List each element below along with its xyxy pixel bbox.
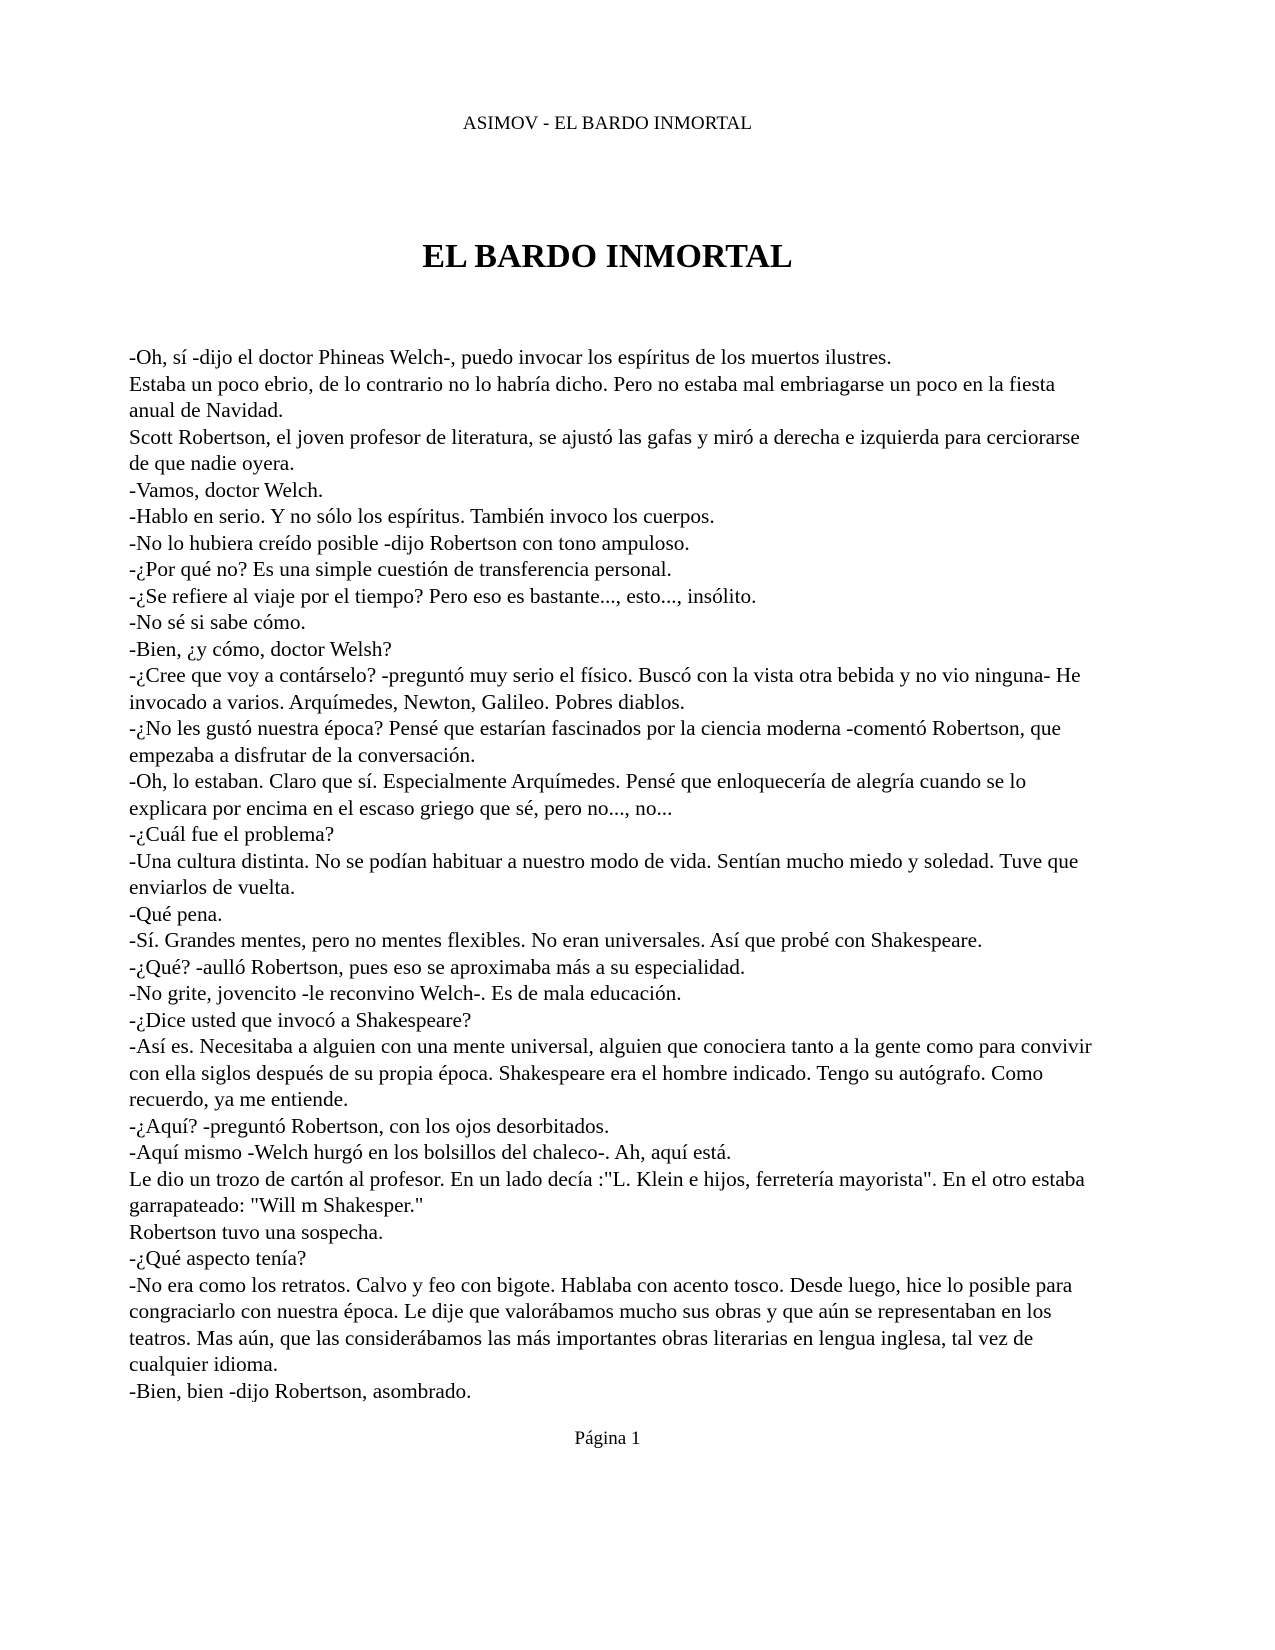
paragraph: -Una cultura distinta. No se podían habituar a nuestro modo de vida. Sentían mucho miedo y soledad. Tuve que enviarlos de vuelta. — [129, 848, 1079, 899]
paragraph: Scott Robertson, el joven profesor de literatura, se ajustó las gafas y miró a derecha e izquierda para cerciorarse de que nadie oyera. — [129, 424, 1080, 475]
paragraph: -Sí. Grandes mentes, pero no mentes flexibles. No eran universales. Así que probé con Shakespeare. — [129, 928, 983, 952]
paragraph: -¿Cuál fue el problema? — [129, 822, 335, 846]
document-title: EL BARDO INMORTAL — [422, 238, 793, 275]
paragraph: Robertson tuvo una sospecha. — [129, 1219, 384, 1244]
body-text — [129, 344, 1099, 1402]
paragraph: -Vamos, doctor Welch. — [129, 477, 324, 502]
paragraph: -¿Aquí? -preguntó Robertson, con los ojos desorbitados. — [129, 1113, 610, 1138]
paragraph: -¿Dice usted que invocó a Shakespeare? — [129, 1007, 472, 1032]
paragraph: Le dio un trozo de cartón al profesor. En un lado decía :"L. Klein e hijos, ferretería mayorista". En el otro estaba garrapateado: "Will m Shakesper." — [129, 1166, 1085, 1217]
paragraph: -Hablo en serio. Y no sólo los espíritus. También invoco los cuerpos. — [129, 504, 715, 528]
running-header: ASIMOV - EL BARDO INMORTAL — [462, 113, 753, 134]
paragraph: -¿Qué? -aulló Robertson, pues eso se aproximaba más a su especialidad. — [129, 954, 746, 979]
page-number: Página 1 — [574, 1428, 641, 1449]
paragraph: -No lo hubiera creído posible -dijo Robertson con tono ampuloso. — [129, 530, 690, 555]
paragraph: -¿Se refiere al viaje por el tiempo? Pero eso es bastante..., esto..., insólito. — [129, 583, 757, 608]
paragraph: -¿No les gustó nuestra época? Pensé que estarían fascinados por la ciencia moderna -comentó Robertson, que empezaba a disfrutar de la conversación. — [129, 716, 1061, 767]
paragraph: -¿Qué aspecto tenía? — [129, 1246, 307, 1270]
paragraph: -Oh, sí -dijo el doctor Phineas Welch-, puedo invocar los espíritus de los muertos ilustres. — [129, 345, 892, 369]
paragraph: -Aquí mismo -Welch hurgó en los bolsillos del chaleco-. Ah, aquí está. — [129, 1140, 732, 1164]
paragraph: -¿Por qué no? Es una simple cuestión de transferencia personal. — [129, 557, 672, 581]
paragraph: -Qué pena. — [129, 901, 223, 926]
paragraph: Estaba un poco ebrio, de lo contrario no lo habría dicho. Pero no estaba mal embriagarse un poco en la fiesta anual de Navidad. — [129, 371, 1056, 422]
document-body — [129, 344, 1099, 1402]
paragraph: -Bien, ¿y cómo, doctor Welsh? — [129, 636, 392, 661]
paragraph: -Oh, lo estaban. Claro que sí. Especialmente Arquímedes. Pensé que enloquecería de alegría cuando se lo explicara por encima en el escaso griego que sé, pero no..., no... — [129, 769, 1027, 820]
paragraph: -¿Cree que voy a contárselo? -preguntó muy serio el físico. Buscó con la vista otra bebida y no vio ninguna- He invocado a varios. Arquímedes, Newton, Galileo. Pobres diablos. — [129, 663, 1081, 714]
paragraph: -Así es. Necesitaba a alguien con una mente universal, alguien que conociera tanto a la gente como para convivir con ella siglos después de su propia época. Shakespeare era el hombre indicado. Tengo su autógrafo. Como recuerdo, ya me entiende. — [129, 1034, 1092, 1111]
paragraph: -No era como los retratos. Calvo y feo con bigote. Hablaba con acento tosco. Desde luego, hice lo posible para congraciarlo con nuestra época. Le dije que valorábamos mucho sus obras y que aún se representaban en los teatros. Mas aún, que las considerábamos las más importantes obras literarias en lengua inglesa, tal vez de cualquier idioma. — [129, 1272, 1073, 1376]
paragraph: -No grite, jovencito -le reconvino Welch-. Es de mala educación. — [129, 981, 682, 1005]
paragraph: -No sé si sabe cómo. — [129, 610, 306, 634]
paragraph: -Bien, bien -dijo Robertson, asombrado. — [129, 1378, 472, 1402]
